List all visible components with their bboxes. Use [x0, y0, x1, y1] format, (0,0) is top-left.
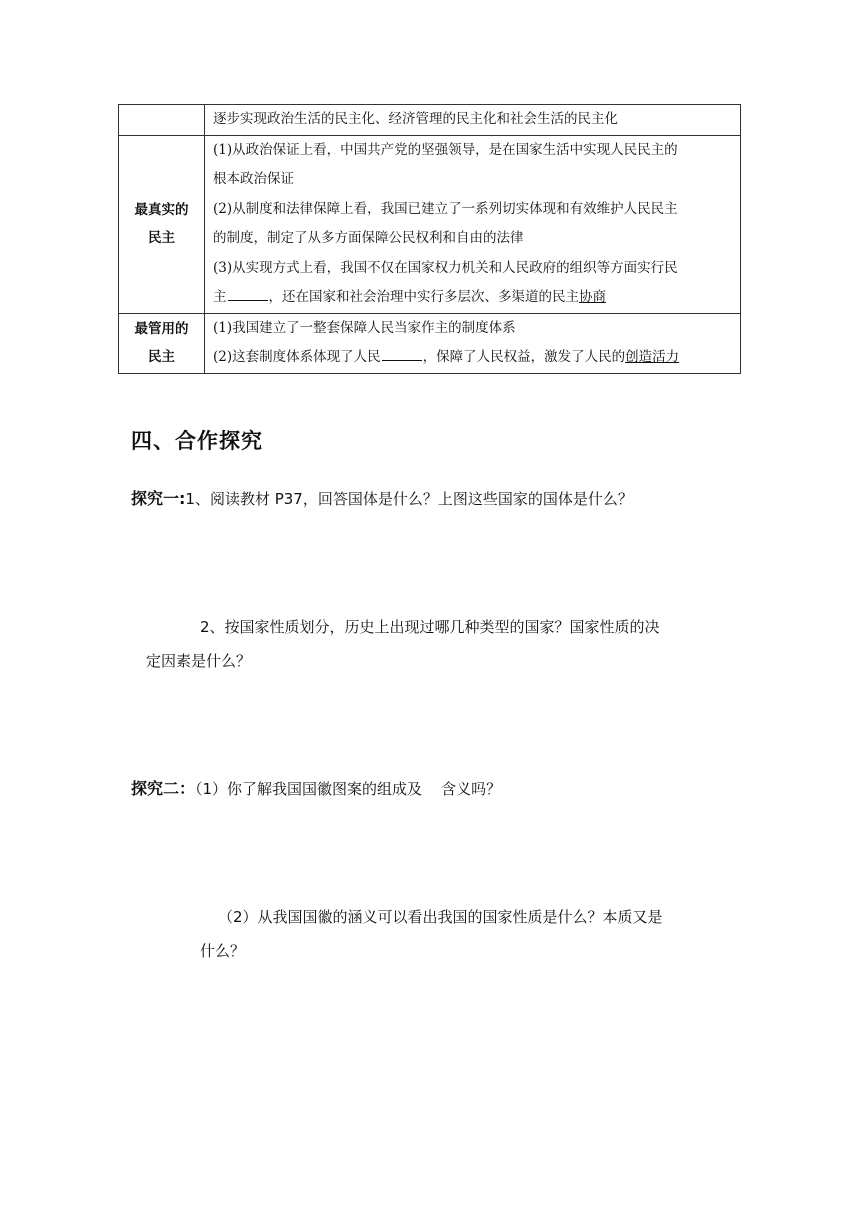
question-text: （2）从我国国徽的涵义可以看出我国的国家性质是什么？本质又是 — [218, 908, 663, 926]
text-fragment: ，还在国家和社会治理中实行多层次、多渠道的民主 — [268, 289, 579, 305]
table-text-line: (1)从政治保证上看，中国共产党的坚强领导，是在国家生活中实现人民民主的 — [213, 141, 678, 158]
table-text-line: 的制度，制定了从多方面保障公民权利和自由的法律 — [213, 230, 524, 246]
question-text: （1）你了解我国国徽图案的组成及 含义吗？ — [195, 780, 502, 798]
fill-in-blank — [382, 346, 422, 361]
table-text-line: (1)我国建立了一整套保障人民当家作主的制度体系 — [213, 319, 516, 336]
inquiry-one — [131, 482, 633, 516]
table-content-cell — [205, 135, 741, 313]
row-heading-line: 最真实的 — [134, 202, 189, 218]
question-text: 2、按国家性质划分，历史上出现过哪几种类型的国家？国家性质的决 — [200, 618, 660, 636]
fill-in-blank — [228, 286, 268, 301]
text-fragment: (2)这套制度体系体现了人民 — [213, 349, 381, 365]
row-heading-line: 民主 — [148, 349, 175, 365]
inquiry-two-question-two — [200, 900, 760, 968]
row-heading-line: 民主 — [148, 230, 175, 246]
table-text-line: 逐步实现政治生活的民主化、经济管理的民主化和社会生活的民主化 — [213, 111, 618, 127]
section-title: 四、合作探究 — [131, 429, 263, 453]
table-text-line: (3)从实现方式上看，我国不仅在国家权力机关和人民政府的组织等方面实行民 — [213, 259, 678, 276]
table-head-cell — [119, 313, 205, 373]
inquiry-label: 探究二： — [131, 779, 196, 798]
content-table — [118, 104, 741, 374]
underlined-term: 创造活力 — [625, 349, 680, 365]
table-head-cell-empty — [119, 105, 205, 136]
inquiry-label: 探究一: — [131, 489, 186, 508]
table-text-line — [213, 283, 740, 313]
table-content-cell — [205, 313, 741, 373]
table-row — [119, 105, 741, 136]
text-fragment: ，保障了人民权益，激发了人民的 — [422, 349, 626, 365]
inquiry-two — [131, 772, 501, 806]
table-text-line: (2)从制度和法律保障上看，我国已建立了一系列切实体现和有效维护人民民主 — [213, 200, 678, 217]
table-text-line — [213, 343, 740, 373]
question-text: 定因素是什么？ — [146, 652, 252, 670]
table-row — [119, 135, 741, 313]
text-fragment: 主 — [213, 289, 227, 305]
question-text: 1、阅读教材 P37，回答国体是什么？上图这些国家的国体是什么？ — [185, 490, 633, 508]
table-text-line: 根本政治保证 — [213, 171, 294, 187]
underlined-term: 协商 — [579, 289, 606, 305]
table-head-cell — [119, 135, 205, 313]
table-row — [119, 313, 741, 373]
question-text: 什么？ — [200, 942, 246, 960]
table-content-cell — [205, 105, 741, 136]
inquiry-one-question-two — [146, 610, 746, 678]
row-heading-line: 最管用的 — [134, 321, 189, 337]
